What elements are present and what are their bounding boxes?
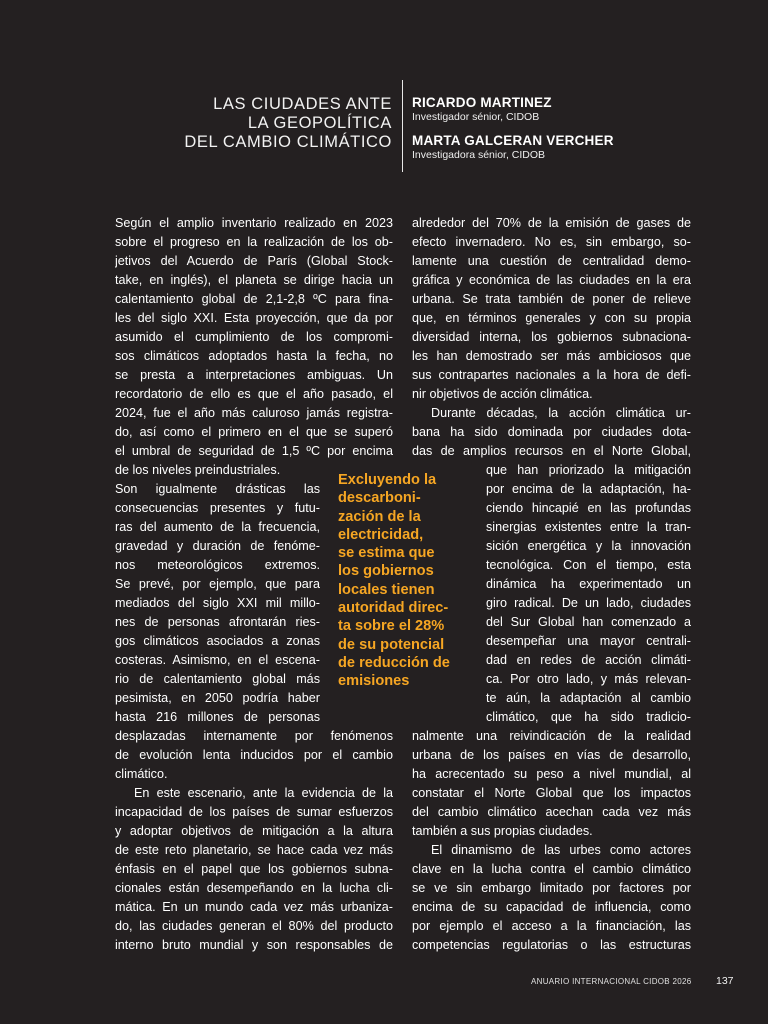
pull-quote-line: autoridad direc- <box>338 600 449 617</box>
text-line: das de amplios recursos en el Norte Global, <box>412 444 691 458</box>
text-line: bana ha sido dominada por ciudades dota- <box>412 425 691 439</box>
text-line: take, en inglés), el planeta se dirige hacia un <box>115 273 393 287</box>
text-line: te aún, la adaptación al cambio <box>486 691 691 705</box>
text-line: de los niveles preindustriales. <box>115 463 281 477</box>
author-block <box>412 94 712 170</box>
text-line: y adoptar objetivos de mitigación a la altura <box>115 824 393 838</box>
text-line: gos climáticos asociados a zonas <box>115 634 320 648</box>
text-line: ciendo hincapié en las profundas <box>486 501 691 515</box>
text-line: de este reto planetario, se hace cada vez más <box>115 843 393 857</box>
text-line: hasta 216 millones de personas <box>115 710 320 724</box>
text-line: constatar el Norte Global que los impactos <box>412 786 691 800</box>
text-line: urbana. Se trata también de poner de relieve <box>412 292 691 306</box>
text-line: cionales están desempeñando en la lucha cli- <box>115 881 393 895</box>
text-line: rio de calentamiento global más <box>115 672 320 686</box>
pull-quote-line: electricidad, <box>338 526 424 543</box>
author-role: Investigador sénior, CIDOB <box>412 111 540 123</box>
text-line: encima de su capacidad de influencia, como <box>412 900 691 914</box>
text-line: Durante décadas, la acción climática ur- <box>431 406 691 420</box>
text-line: alrededor del 70% de la emisión de gases de <box>412 216 691 230</box>
pull-quote-line: locales tienen <box>338 581 435 598</box>
text-line: ha acrecentado su peso a nivel mundial, al <box>412 767 691 781</box>
text-line: les han demostrado ser más ambiciosos que <box>412 349 691 363</box>
text-line: do, las ciudades generan el 80% del producto <box>115 919 393 933</box>
text-line: énfasis en el papel que los gobiernos subna- <box>115 862 393 876</box>
text-line: lamente una cuestión de centralidad demo- <box>412 254 691 268</box>
text-line: sus contrapartes nacionales a la hora de defi- <box>412 368 691 382</box>
text-line: Según el amplio inventario realizado en 2023 <box>115 216 393 230</box>
text-line: tecnológica. Con el tiempo, esta <box>486 558 691 572</box>
text-line: se ve sin embargo limitado por factores por <box>412 881 691 895</box>
text-line: ca. Por otro lado, y más relevan- <box>486 672 691 686</box>
author-name: MARTA GALCERAN VERCHER <box>412 133 614 148</box>
text-line: desempeñar una mayor centrali- <box>486 634 691 648</box>
text-line: gravedad y duración de fenóme- <box>115 539 320 553</box>
pull-quote-line: de reducción de <box>338 654 450 671</box>
text-line: mediados del siglo XXI mil millo- <box>115 596 320 610</box>
text-line: por encima de la adaptación, ha- <box>486 482 691 496</box>
text-line: del Sur Global han comenzado a <box>486 615 691 629</box>
text-line: de evolución lenta inducidos por el cambio <box>115 748 393 762</box>
footer-publication: ANUARIO INTERNACIONAL CIDOB 2026 <box>531 977 692 986</box>
text-line: En este escenario, ante la evidencia de la <box>134 786 393 800</box>
article-title <box>132 95 392 152</box>
pull-quote-line: ta sobre el 28% <box>338 618 445 635</box>
text-line: pesimista, en 2050 podría haber <box>115 691 320 705</box>
text-line: costeras. Asimismo, en el escena- <box>115 653 320 667</box>
text-line: incapacidad de los países de sumar esfuerzos <box>115 805 393 819</box>
text-line: competencias regulatorias o las estructuras <box>412 938 691 952</box>
text-line: del cambio climático acechan cada vez más <box>412 805 691 819</box>
text-line: dinámica ha experimentado un <box>486 577 691 591</box>
header-divider <box>402 80 403 172</box>
text-line: climático. <box>115 767 168 781</box>
author-role: Investigadora sénior, CIDOB <box>412 149 546 161</box>
title-line: DEL CAMBIO CLIMÁTICO <box>184 133 392 151</box>
text-line: el umbral de seguridad de 1,5 ºC por encima <box>115 444 393 458</box>
text-line: diversidad interna, los gobiernos subnaciona- <box>412 330 691 344</box>
pull-quote-line: zación de la <box>338 508 421 525</box>
text-line: efecto invernadero. No es, sin embargo, so- <box>412 235 691 249</box>
pull-quote <box>338 471 478 691</box>
text-line: calentamiento global de 2,1-2,8 ºC para fina- <box>115 292 393 306</box>
pull-quote-line: descarboni- <box>338 490 421 507</box>
text-line: climático, que ha sido tradicio- <box>486 710 691 724</box>
text-line: se presta a interpretaciones ambiguas. Un <box>115 368 393 382</box>
text-line: por ejemplo el acceso a la financiación, las <box>412 919 691 933</box>
text-line: do, así como el primero en el que se superó <box>115 425 393 439</box>
author-name: RICARDO MARTINEZ <box>412 95 552 110</box>
text-line: interno bruto mundial y son responsables de <box>115 938 393 952</box>
text-line: que, en términos generales y con su propia <box>412 311 691 325</box>
pull-quote-line: los gobiernos <box>338 563 434 580</box>
text-line: nalmente una reivindicación de la realidad <box>412 729 691 743</box>
text-line: El dinamismo de las urbes como actores <box>431 843 691 857</box>
text-line: asumido el cumplimiento de los compromi- <box>115 330 393 344</box>
text-line: recordatorio de ello es que el año pasado, el <box>115 387 393 401</box>
text-line: ras del aumento de la frecuencia, <box>115 520 320 534</box>
text-line: nir objetivos de acción climática. <box>412 387 593 401</box>
text-line: dad en redes de acción climáti- <box>486 653 691 667</box>
text-line: Se prevé, por ejemplo, que para <box>115 577 320 591</box>
text-line: desplazadas internamente por fenómenos <box>115 729 393 743</box>
pull-quote-line: Excluyendo la <box>338 472 437 488</box>
text-line: jetivos del Acuerdo de París (Global Stock- <box>115 254 393 268</box>
text-line: consecuencias presentes y futu- <box>115 501 320 515</box>
text-line: Son igualmente drásticas las <box>115 482 320 496</box>
text-line: también a sus propias ciudades. <box>412 824 593 838</box>
text-line: les del siglo XXI. Esta proyección, que da por <box>115 311 393 325</box>
text-line: nes de personas afrontarán ries- <box>115 615 320 629</box>
pull-quote-line: de su potencial <box>338 636 445 653</box>
pull-quote-line: se estima que <box>338 545 435 562</box>
text-line: giro radical. De un lado, ciudades <box>486 596 691 610</box>
text-line: sobre el progreso en la realización de los ob- <box>115 235 393 249</box>
pull-quote-line: emisiones <box>338 673 410 690</box>
text-line: sinergias existentes entre la tran- <box>486 520 691 534</box>
text-line: que han priorizado la mitigación <box>486 463 691 477</box>
text-line: sos climáticos adoptados hasta la fecha, no <box>115 349 393 363</box>
text-line: nos meteorológicos extremos. <box>115 558 320 572</box>
text-line: urbana de los países en vías de desarrollo, <box>412 748 691 762</box>
text-line: gráfica y económica de las ciudades en la era <box>412 273 691 287</box>
text-line: clave en la lucha contra el cambio climático <box>412 862 691 876</box>
title-line: LA GEOPOLÍTICA <box>247 114 392 132</box>
title-line: LAS CIUDADES ANTE <box>213 95 392 113</box>
text-line: sición energética y la innovación <box>486 539 691 553</box>
text-line: 2024, fue el año más caluroso jamás registra- <box>115 406 393 420</box>
text-line: mática. En un mundo cada vez más urbaniza- <box>115 900 393 914</box>
page-number: 137 <box>716 975 734 987</box>
